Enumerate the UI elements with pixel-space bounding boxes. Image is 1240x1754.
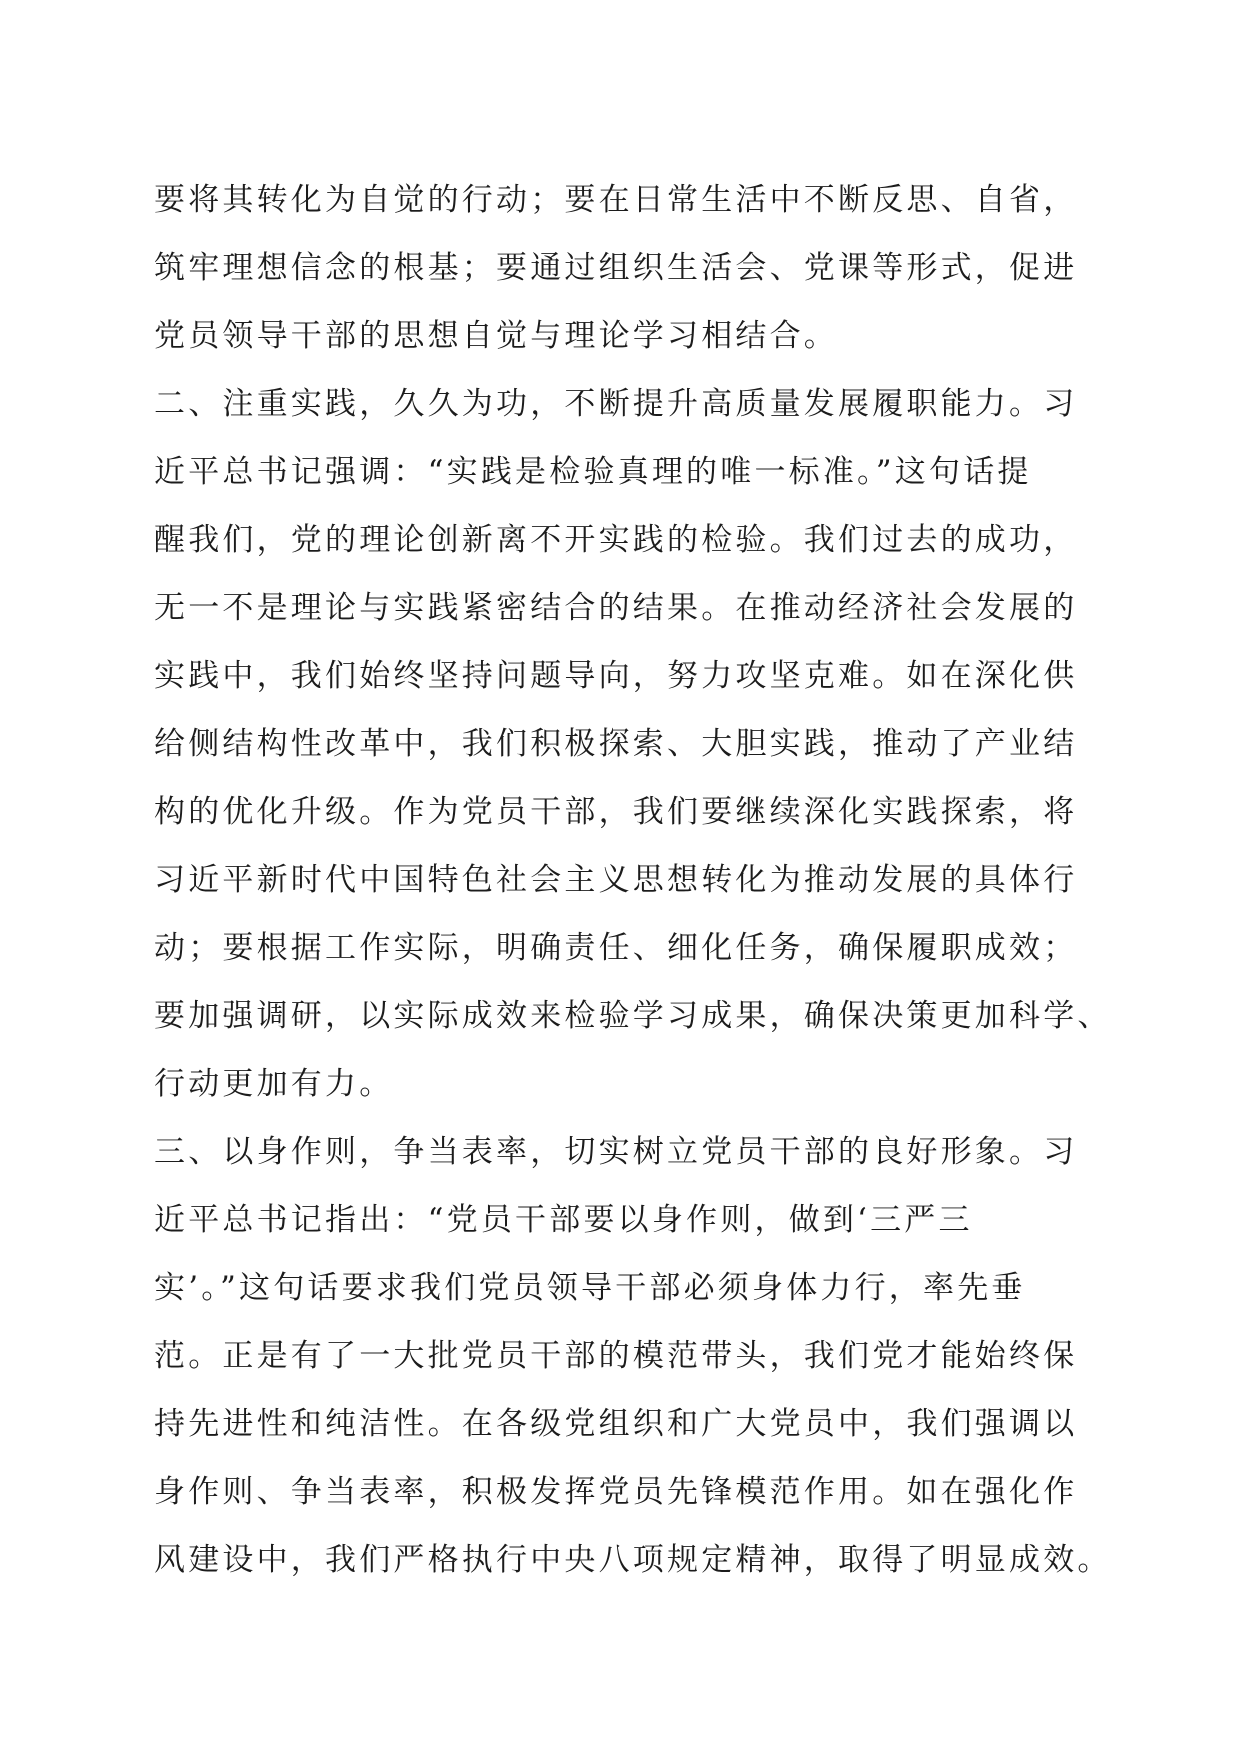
text-line: 习近平新时代中国特色社会主义思想转化为推动发展的具体行 (154, 862, 1078, 898)
text-line: 党员领导干部的思想自觉与理论学习相结合。 (154, 318, 838, 354)
text-line: 身作则、争当表率，积极发挥党员先锋模范作用。如在强化作 (154, 1474, 1078, 1510)
text-line: 行动更加有力。 (154, 1066, 394, 1102)
text-line: 要将其转化为自觉的行动；要在日常生活中不断反思、自省， (154, 182, 1078, 218)
text-line: 动；要根据工作实际，明确责任、细化任务，确保履职成效； (154, 930, 1078, 966)
text-line: 持先进性和纯洁性。在各级党组织和广大党员中，我们强调以 (154, 1406, 1078, 1442)
text-line: 给侧结构性改革中，我们积极探索、大胆实践，推动了产业结 (154, 726, 1078, 762)
body-text (154, 166, 1114, 1594)
text-line: 近平总书记指出：“党员干部要以身作则，做到‘三严三 (154, 1202, 973, 1238)
text-line: 无一不是理论与实践紧密结合的结果。在推动经济社会发展的 (154, 590, 1078, 626)
text-line: 风建设中，我们严格执行中央八项规定精神，取得了明显成效。 (154, 1542, 1112, 1578)
section-heading-line: 三、以身作则，争当表率，切实树立党员干部的良好形象。习 (154, 1134, 1078, 1170)
text-line: 实践中，我们始终坚持问题导向，努力攻坚克难。如在深化供 (154, 658, 1078, 694)
section-heading-line: 二、注重实践，久久为功，不断提升高质量发展履职能力。习 (154, 386, 1078, 422)
text-line: 构的优化升级。作为党员干部，我们要继续深化实践探索，将 (154, 794, 1078, 830)
text-line: 近平总书记强调：“实践是检验真理的唯一标准。”这句话提 (154, 454, 1032, 490)
text-line: 范。正是有了一大批党员干部的模范带头，我们党才能始终保 (154, 1338, 1078, 1374)
text-line: 要加强调研，以实际成效来检验学习成果，确保决策更加科学、 (154, 998, 1112, 1034)
text-line: 醒我们，党的理论创新离不开实践的检验。我们过去的成功， (154, 522, 1078, 558)
text-line: 筑牢理想信念的根基；要通过组织生活会、党课等形式，促进 (154, 250, 1078, 286)
text-line: 实’。”这句话要求我们党员领导干部必须身体力行，率先垂 (154, 1270, 1026, 1306)
